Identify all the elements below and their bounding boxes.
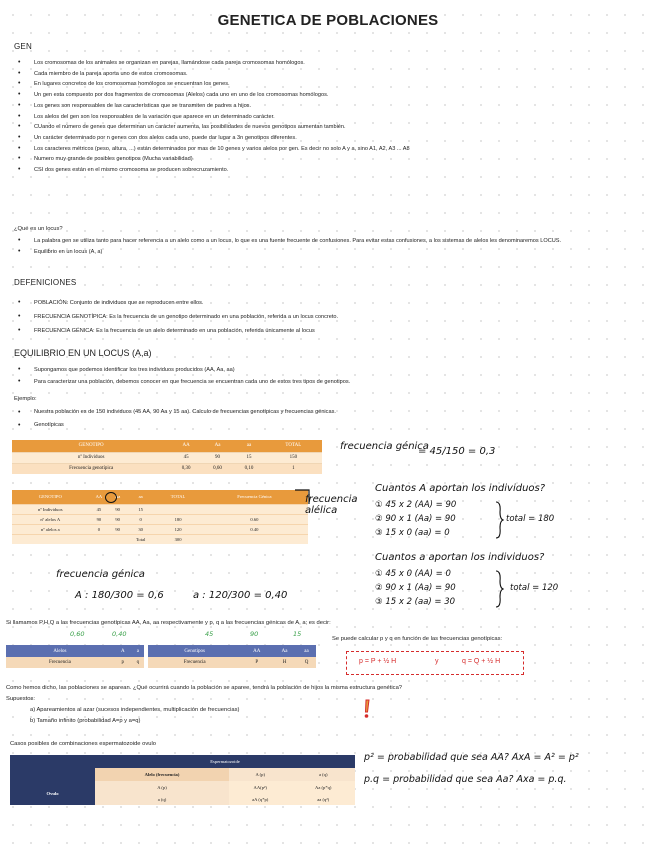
table-header: a (q) bbox=[291, 768, 355, 781]
table-header: Genotipos bbox=[148, 645, 241, 657]
handwritten-total: total = 180 bbox=[506, 514, 555, 524]
table-header: A bbox=[114, 645, 132, 657]
table-header: AA bbox=[241, 645, 272, 657]
formula-y: y bbox=[435, 658, 439, 665]
table-cell: 0.40 bbox=[201, 524, 308, 534]
formula-box bbox=[346, 651, 524, 675]
definiciones-heading: DEFENICIONES bbox=[14, 278, 77, 287]
definiciones-list bbox=[14, 296, 644, 338]
table-header: TOTAL bbox=[265, 440, 322, 452]
list-item: • Los caracteres métricos (peso, altura, ...) están determinados por mas de 10 genes y varios alelos por gen. Es decir no solo A y a, sino A1, A2, A3 ... A8 bbox=[14, 144, 644, 155]
table-row bbox=[148, 657, 316, 668]
list-item: • Un carácter determinado por n genes con dos alelos cada uno, puede dar lugar a 3n genotipos diferentes. bbox=[14, 133, 644, 144]
supuestos-label: Supuestos: bbox=[6, 696, 36, 702]
table-header: Aa bbox=[272, 645, 297, 657]
list-item: • Los alelos del gen son los responsables de la variación que aparece en un determinado carácter. bbox=[14, 112, 644, 123]
table-cell: Frecuencia bbox=[148, 657, 241, 668]
supuesto-item: b) Tamaño infinito (probabilidad A=p y a=q) bbox=[30, 718, 141, 724]
list-item: • En lugares concretos de los cromosomas homólogos se encuentran los genes. bbox=[14, 79, 644, 90]
table-header: A (p) bbox=[229, 768, 291, 781]
table-cell: P bbox=[241, 657, 272, 668]
table-header: Alelo (frecuencia) bbox=[95, 768, 229, 781]
table-cell: aA (q*p) bbox=[229, 793, 291, 805]
formula-p: p = P + ½ H bbox=[359, 658, 397, 665]
list-item: • Un gen esta compuesto por dos fragmentos de cromosomas (Alelos) cada uno en uno de los cromosomas homólogos. bbox=[14, 90, 644, 101]
table-cell: p bbox=[114, 657, 132, 668]
table-row bbox=[12, 452, 322, 463]
table-cell: 0,30 bbox=[170, 463, 201, 474]
list-item: • Nuestra población es de 150 individuos (45 AA, 90 Aa y 15 aa). Calculo de frecuencias genotípicas y frecuencias génicas. bbox=[14, 406, 644, 419]
list-item: • Genotípicas bbox=[14, 419, 644, 432]
table-header: aa bbox=[233, 440, 264, 452]
green-annotation: 45 bbox=[205, 630, 214, 638]
handwritten-question: Cuantos A aportan los individuos? bbox=[375, 483, 546, 494]
table-cell: Frecuencia bbox=[6, 657, 114, 668]
supuesto-item: a) Apareamientos al azar (sucesos independientes, multiplicación de frecuencias) bbox=[30, 707, 240, 713]
table-cell bbox=[201, 504, 308, 514]
table-cell: 90 bbox=[109, 504, 126, 514]
table-cell: 15 bbox=[126, 504, 155, 514]
handwritten-note: p.q = probabilidad que sea Aa? Axa = p.q. bbox=[364, 774, 567, 785]
table-cell: 90 bbox=[202, 452, 233, 463]
locus-question: ¿Qué es un locus? bbox=[14, 226, 63, 232]
table-cell: aa (q²) bbox=[291, 793, 355, 805]
table-row bbox=[12, 504, 308, 514]
genotype-pq-table bbox=[148, 645, 316, 668]
ejemplo-label: Ejemplo: bbox=[14, 396, 37, 402]
handwritten-label: frecuencia alélica bbox=[305, 494, 358, 516]
table-header: Alelos bbox=[6, 645, 114, 657]
brace-mark bbox=[494, 500, 504, 540]
list-item: • Supongamos que podemos identificar los tres individuos producidos (AA, Aa, aa) bbox=[14, 364, 644, 376]
handwritten-line: ③ 15 x 0 (aa) = 0 bbox=[375, 528, 450, 538]
list-item: • FRECUENCIA GÉNICA: Es la frecuencia de un alelo determinado en una población, referida únicamente al locus bbox=[14, 324, 644, 338]
table-cell: 0,60 bbox=[202, 463, 233, 474]
casos-label: Casos posibles de combinaciones espermatozoide ovulo bbox=[10, 741, 156, 747]
table-header: Aa bbox=[202, 440, 233, 452]
table-cell: 90 bbox=[109, 514, 126, 524]
table-cell bbox=[155, 504, 201, 514]
table-row bbox=[12, 524, 308, 534]
handwritten-formula: = 45/150 = 0,3 bbox=[418, 446, 496, 457]
table-cell: 45 bbox=[170, 452, 201, 463]
handwritten-formula: a : 120/300 = 0,40 bbox=[193, 590, 288, 601]
table-cell: 30 bbox=[126, 524, 155, 534]
list-item: • Equilibrio en un locus (A, a) bbox=[14, 247, 644, 258]
table-header: a bbox=[132, 645, 144, 657]
table-cell: 0 bbox=[89, 524, 110, 534]
list-item: • Los cromosomas de los animales se organizan en parejas, llamándose cada pareja cromosomas homólogos. bbox=[14, 58, 644, 69]
formula-q: q = Q + ½ H bbox=[462, 658, 501, 665]
list-item: • CUando el número de genes que determinan un carácter aumenta, las posibilidades de nuevos genotipos aumentan también. bbox=[14, 122, 644, 133]
list-item: • La palabra gen se utiliza tanto para hacer referencia a un alelo como a un locus, lo que es una fuente frecuente de confusiones. Para evitar estas confusiones, a los sistemas de alelos les denominaremos LOCUS. bbox=[14, 236, 644, 247]
list-item: • Cada miembro de la pareja aporta uno de estos cromosomas. bbox=[14, 69, 644, 80]
table-cell: q bbox=[132, 657, 144, 668]
handwritten-line: ① 45 x 0 (AA) = 0 bbox=[375, 569, 451, 579]
table-cell bbox=[10, 755, 95, 781]
table-cell: 120 bbox=[155, 524, 201, 534]
table-cell: 0 bbox=[126, 514, 155, 524]
table-header: AA bbox=[170, 440, 201, 452]
list-item: • Numero muy grande de posibles genotipos (Mucha variabilidad) bbox=[14, 154, 644, 165]
table-cell: 150 bbox=[265, 452, 322, 463]
table-header: aa bbox=[297, 645, 316, 657]
handwritten-line: ② 90 x 1 (Aa) = 90 bbox=[375, 583, 456, 593]
gen-list bbox=[14, 58, 644, 176]
table-cell: Total bbox=[126, 534, 155, 544]
table-cell: 180 bbox=[155, 514, 201, 524]
table-cell: 0,10 bbox=[233, 463, 264, 474]
handwritten-line: ③ 15 x 2 (aa) = 30 bbox=[375, 597, 456, 607]
table-cell: AA(p²) bbox=[229, 781, 291, 793]
handwritten-formula: A : 180/300 = 0,6 bbox=[75, 590, 164, 601]
list-item: • POBLACIÓN: Conjunto de individuos que se reproducen entre ellos. bbox=[14, 296, 644, 310]
table-header: A (p) bbox=[95, 781, 229, 793]
table-cell bbox=[109, 534, 126, 544]
handwritten-line: ② 90 x 1 (Aa) = 90 bbox=[375, 514, 456, 524]
page-title: GENETICA DE POBLACIONES bbox=[217, 12, 439, 29]
table-row bbox=[12, 463, 322, 474]
circle-annotation bbox=[105, 492, 117, 503]
handwritten-note: p² = probabilidad que sea AA? AxA = A² = p² bbox=[364, 752, 579, 763]
equilibrio-list bbox=[14, 364, 644, 388]
table-cell bbox=[201, 534, 308, 544]
table-header: GENOTIPO bbox=[12, 490, 89, 504]
table-header-text: Aa bbox=[114, 494, 121, 500]
genotype-frequency-table bbox=[12, 440, 322, 474]
handwritten-question: Cuantos a aportan los individuos? bbox=[375, 552, 545, 563]
exclamation-mark-icon bbox=[361, 698, 373, 720]
pq-intro: Si llamamos P,H,Q a las frecuencias genotípicas AA, Aa, aa respectivamente y p, q a las frecuencias génicas de A, a; es decir: bbox=[6, 620, 331, 626]
table-header: AA bbox=[89, 490, 110, 504]
gen-heading: GEN bbox=[14, 42, 32, 51]
green-annotation: 90 bbox=[250, 630, 259, 638]
ejemplo-list bbox=[14, 406, 644, 432]
allele-frequency-table bbox=[6, 645, 144, 668]
table-cell: 1 bbox=[265, 463, 322, 474]
locus-list bbox=[14, 236, 644, 257]
list-item: • FRECUENCIA GENOTÍPICA: Es la frecuencia de un genotipo determinado en una población, referida a un locus concreto. bbox=[14, 310, 644, 324]
brace-mark bbox=[494, 569, 504, 609]
random-text: Como hemos dicho, las poblaciones se aparean. ¿Qué ocurrirá cuando la población se aparee, tendrá la población de hijos la misma estructura genética? bbox=[6, 685, 403, 691]
table-cell bbox=[89, 534, 110, 544]
table-header: Espermatozoide bbox=[95, 755, 355, 768]
table-cell: Aa (p*q) bbox=[291, 781, 355, 793]
table-header: Ovulo bbox=[10, 781, 95, 805]
gamete-combination-table bbox=[10, 755, 355, 805]
list-item: • Los genes son responsables de las características que se transmiten de padres a hijos. bbox=[14, 101, 644, 112]
table-header: TOTAL bbox=[155, 490, 201, 504]
table-cell: nº Individuos bbox=[12, 504, 89, 514]
table-cell: 0.60 bbox=[201, 514, 308, 524]
table-cell: 300 bbox=[155, 534, 201, 544]
table-header: GENOTIPO bbox=[12, 440, 170, 452]
handwritten-label: frecuencia génica bbox=[340, 441, 429, 452]
table-header: aa bbox=[126, 490, 155, 504]
pq-calc-text: Se puede calcular p y q en función de las frecuencias genotípicas: bbox=[332, 636, 503, 642]
handwritten-total: total = 120 bbox=[510, 583, 559, 593]
green-annotation: 15 bbox=[293, 630, 302, 638]
table-row bbox=[12, 534, 308, 544]
table-cell: 90 bbox=[109, 524, 126, 534]
table-cell: nº alelos A bbox=[12, 514, 89, 524]
table-cell: Frecuencia genotípica bbox=[12, 463, 170, 474]
equilibrio-heading: EQUILIBRIO EN UN LOCUS (A,a) bbox=[14, 348, 152, 358]
allele-count-table bbox=[12, 490, 308, 544]
table-cell: H bbox=[272, 657, 297, 668]
table-cell: Q bbox=[297, 657, 316, 668]
green-annotation: 0,40 bbox=[112, 630, 127, 638]
list-item: • CSI dos genes están en el mismo cromosoma se producen sobrecruzamiento. bbox=[14, 165, 644, 176]
table-cell: 15 bbox=[233, 452, 264, 463]
table-header: a (q) bbox=[95, 793, 229, 805]
table-cell bbox=[12, 534, 89, 544]
list-item: • Para caracterizar una población, debemos conocer en que frecuencia se encuentran cada uno de estos tres tipos de genotipos. bbox=[14, 376, 644, 388]
table-cell: nº alelos a bbox=[12, 524, 89, 534]
table-cell: 90 bbox=[89, 514, 110, 524]
handwritten-label: frecuencia génica bbox=[56, 569, 145, 580]
table-row bbox=[12, 514, 308, 524]
handwritten-line: ① 45 x 2 (AA) = 90 bbox=[375, 500, 457, 510]
table-cell: nº Individuos bbox=[12, 452, 170, 463]
table-row bbox=[6, 657, 144, 668]
green-annotation: 0,60 bbox=[70, 630, 85, 638]
table-cell: 45 bbox=[89, 504, 110, 514]
table-header: Frecuencia Génica bbox=[201, 490, 308, 504]
